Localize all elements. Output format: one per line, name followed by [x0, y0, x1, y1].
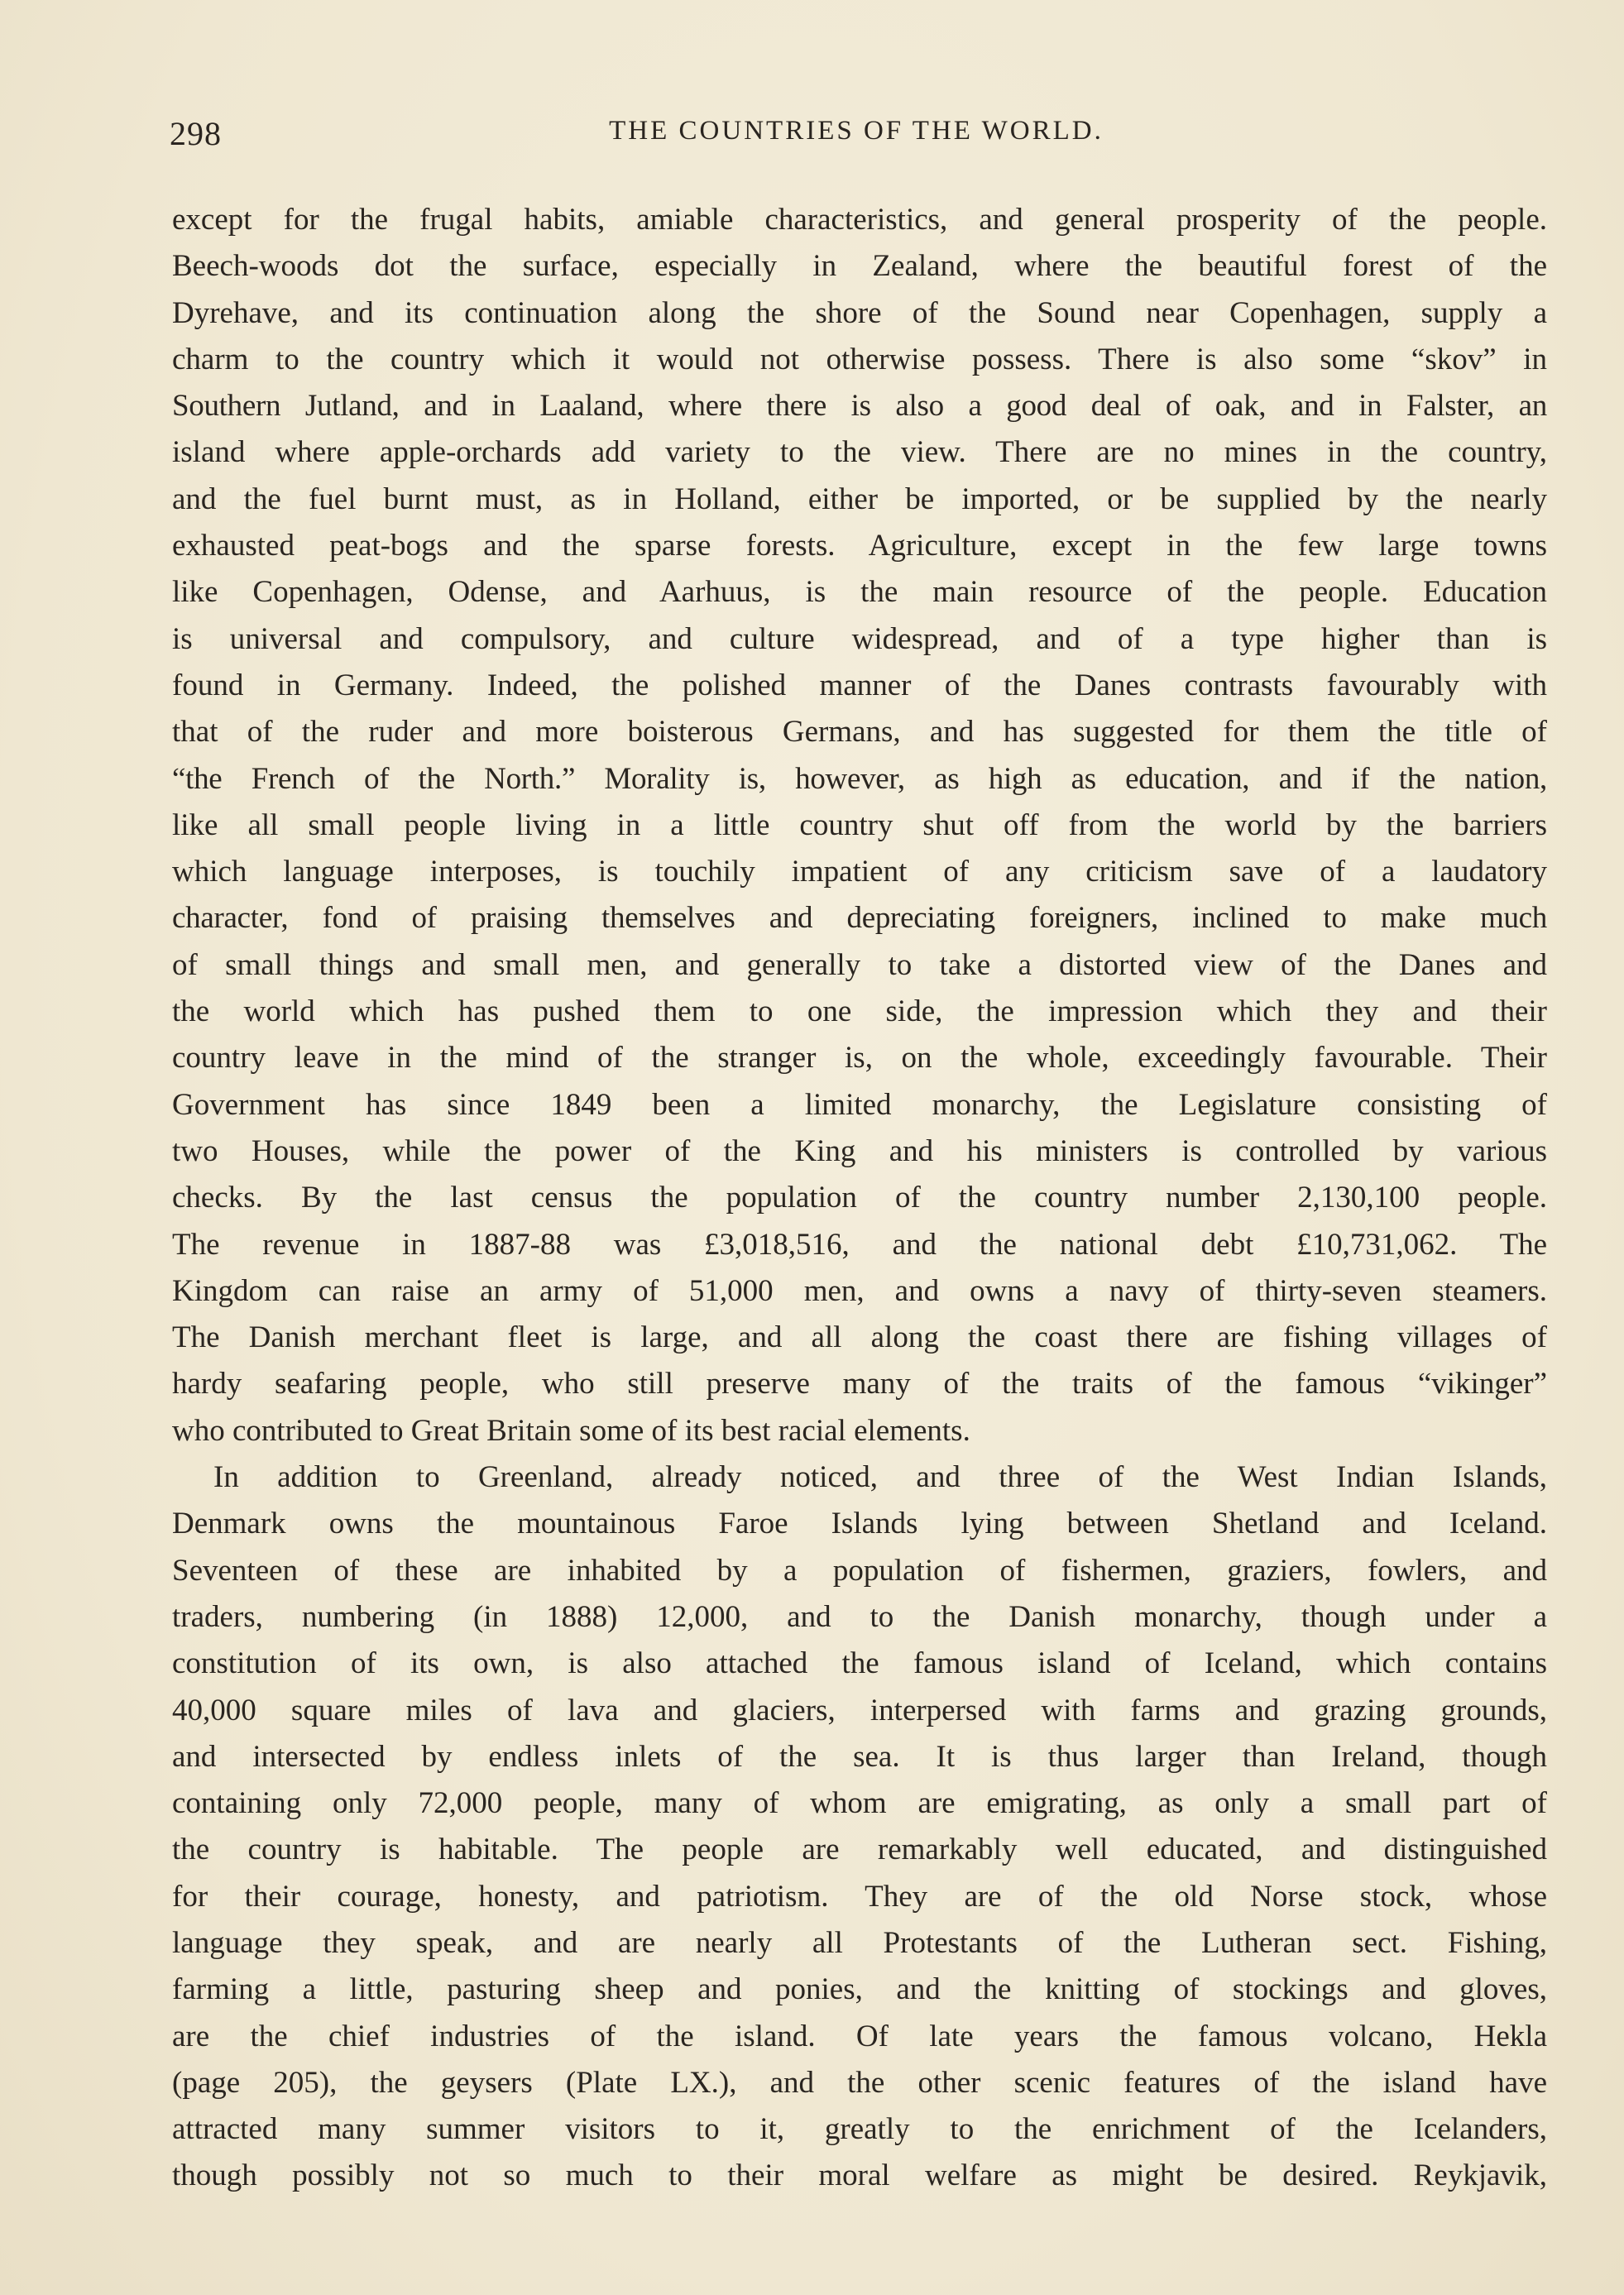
text-line: two Houses, while the power of the King and his ministers is controlled by various [172, 1133, 1547, 1168]
page-header [170, 114, 1543, 164]
body-text [172, 197, 1547, 2200]
text-line: are the chief industries of the island. Of late years the famous volcano, Hekla [172, 2019, 1547, 2053]
text-line: farming a little, pasturing sheep and ponies, and the knitting of stockings and gloves, [172, 1972, 1547, 2007]
page-number: 298 [170, 115, 222, 152]
text-line: character, fond of praising themselves and depreciating foreigners, inclined to make much [172, 901, 1547, 936]
text-line: like all small people living in a little country shut off from the world by the barriers [172, 807, 1547, 842]
text-line: which language interposes, is touchily impatient of any criticism save of a laudatory [172, 855, 1547, 889]
text-line: The revenue in 1887-88 was £3,018,516, and the national debt £10,731,062. The [172, 1227, 1547, 1262]
text-line: constitution of its own, is also attached the famous island of Iceland, which contains [172, 1646, 1547, 1681]
text-line: like Copenhagen, Odense, and Aarhuus, is the main resource of the people. Education [172, 575, 1547, 610]
running-title: THE COUNTRIES OF THE WORLD. [609, 116, 1104, 146]
text-line: is universal and compulsory, and culture widespread, and of a type higher than is [172, 621, 1547, 656]
text-line: the world which has pushed them to one side, the impression which they and their [172, 994, 1547, 1029]
text-line: hardy seafaring people, who still preserve many of the traits of the famous “vikinger” [172, 1367, 1547, 1401]
text-line: In addition to Greenland, already noticed, and three of the West Indian Islands, [213, 1460, 1547, 1495]
text-line: Kingdom can raise an army of 51,000 men, and owns a navy of thirty-seven steamers. [172, 1273, 1547, 1308]
text-line: exhausted peat-bogs and the sparse forests. Agriculture, except in the few large towns [172, 529, 1547, 563]
text-line: Beech-woods dot the surface, especially in Zealand, where the beautiful forest of the [172, 249, 1547, 284]
text-line: the country is habitable. The people are remarkably well educated, and distinguished [172, 1833, 1547, 1867]
text-line: Southern Jutland, and in Laaland, where there is also a good deal of oak, and in Falster, an [172, 389, 1547, 424]
text-line: charm to the country which it would not otherwise possess. There is also some “skov” in [172, 342, 1547, 376]
text-line: though possibly not so much to their moral welfare as might be desired. Reykjavik, [172, 2158, 1547, 2193]
text-line: Government has since 1849 been a limited monarchy, the Legislature consisting of [172, 1087, 1547, 1122]
text-line: and intersected by endless inlets of the sea. It is thus larger than Ireland, though [172, 1739, 1547, 1774]
text-line: except for the frugal habits, amiable characteristics, and general prosperity of the people. [172, 203, 1547, 237]
text-line: “the French of the North.” Morality is, however, as high as education, and if the nation, [172, 761, 1547, 796]
text-line: Denmark owns the mountainous Faroe Islands lying between Shetland and Iceland. [172, 1507, 1547, 1541]
text-line: containing only 72,000 people, many of whom are emigrating, as only a small part of [172, 1786, 1547, 1821]
text-line: (page 205), the geysers (Plate LX.), and the other scenic features of the island have [172, 2065, 1547, 2100]
text-line: island where apple-orchards add variety to the view. There are no mines in the country, [172, 435, 1547, 470]
text-line: checks. By the last census the population of the country number 2,130,100 people. [172, 1181, 1547, 1215]
text-line: country leave in the mind of the stranger is, on the whole, exceedingly favourable. Their [172, 1041, 1547, 1076]
text-line: language they speak, and are nearly all Protestants of the Lutheran sect. Fishing, [172, 1925, 1547, 1960]
text-line: traders, numbering (in 1888) 12,000, and to the Danish monarchy, though under a [172, 1599, 1547, 1634]
text-line: Dyrehave, and its continuation along the shore of the Sound near Copenhagen, supply a [172, 295, 1547, 330]
text-line: for their courage, honesty, and patriotism. They are of the old Norse stock, whose [172, 1879, 1547, 1914]
text-line: attracted many summer visitors to it, greatly to the enrichment of the Icelanders, [172, 2112, 1547, 2147]
text-line: found in Germany. Indeed, the polished manner of the Danes contrasts favourably with [172, 668, 1547, 702]
text-line: that of the ruder and more boisterous Germans, and has suggested for them the title of [172, 715, 1547, 750]
text-line: The Danish merchant fleet is large, and all along the coast there are fishing villages of [172, 1320, 1547, 1355]
text-line: who contributed to Great Britain some of its best racial elements. [172, 1413, 970, 1448]
text-line: Seventeen of these are inhabited by a population of fishermen, graziers, fowlers, and [172, 1553, 1547, 1588]
text-line: and the fuel burnt must, as in Holland, either be imported, or be supplied by the nearly [172, 482, 1547, 516]
text-line: 40,000 square miles of lava and glaciers, interpersed with farms and grazing grounds, [172, 1693, 1547, 1727]
text-line: of small things and small men, and generally to take a distorted view of the Danes and [172, 947, 1547, 982]
